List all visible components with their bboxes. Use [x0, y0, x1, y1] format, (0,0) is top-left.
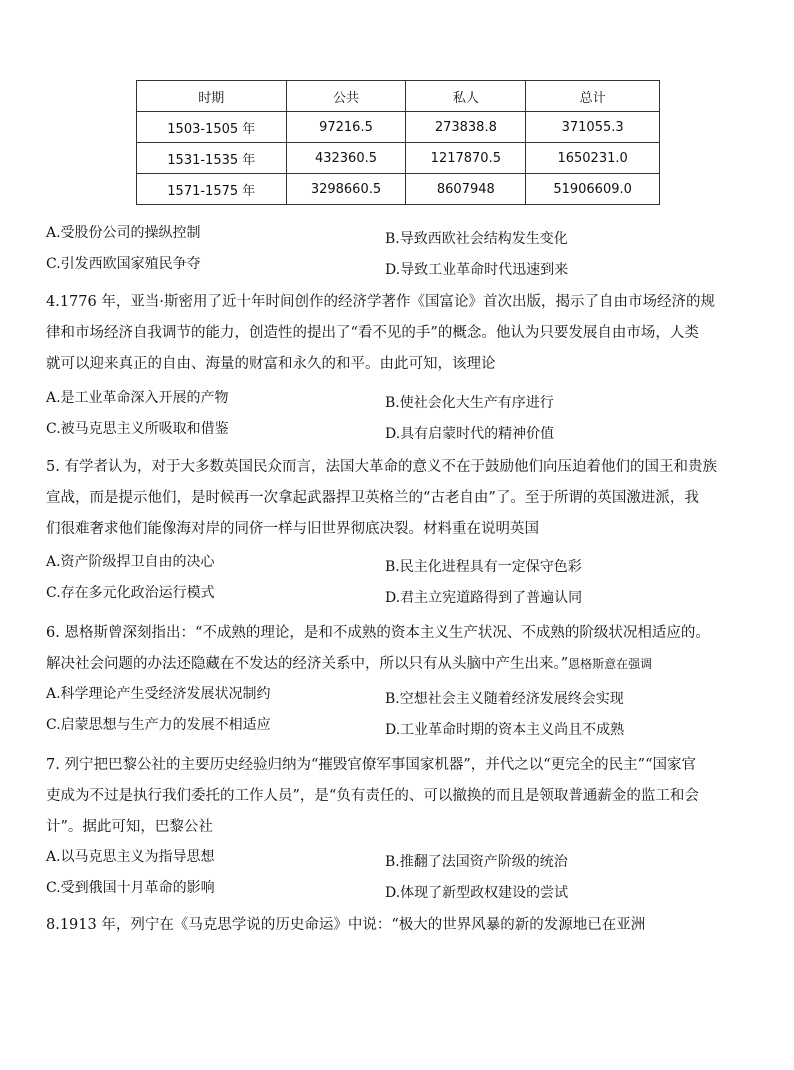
table-row: [137, 174, 660, 205]
q6-option-a: A.科学理论产生受经济发展状况制约: [46, 686, 271, 702]
q6-option-b: B.空想社会主义随着经济发展终会实现: [385, 691, 624, 707]
question-8-stem: [46, 910, 758, 941]
table-row: [137, 112, 660, 143]
table-header-row: [137, 81, 660, 112]
question-5-stem: [46, 452, 758, 545]
table-cell: 97216.5: [286, 112, 406, 143]
question-4-stem: [46, 287, 758, 380]
q5-option-b: B.民主化进程具有一定保守色彩: [385, 559, 582, 575]
table-header-cell: 公共: [286, 81, 406, 112]
q3-option-a: A.受股份公司的操纵控制: [46, 225, 201, 241]
data-table: [136, 80, 660, 205]
q6-line: [46, 649, 758, 680]
table-cell: 1531-1535 年: [137, 143, 287, 174]
q6-line: 6. 恩格斯曾深刻指出：“不成熟的理论，是和不成熟的资本主义生产状况、不成熟的阶级状况相适应的。: [46, 625, 710, 641]
q4-line: 4.1776 年，亚当·斯密用了近十年时间创作的经济学著作《国富论》首次出版，揭示了自由市场经济的规: [46, 294, 715, 310]
table-cell: 371055.3: [526, 112, 660, 143]
q3-option-b: B.导致西欧社会结构发生变化: [385, 231, 568, 247]
table-header-cell: 私人: [406, 81, 526, 112]
table-cell: 432360.5: [286, 143, 406, 174]
q6-option-d: D.工业革命时期的资本主义尚且不成熟: [385, 722, 625, 738]
q7-line: 计”。据此可知，巴黎公社: [46, 819, 213, 835]
q5-option-d: D.君主立宪道路得到了普遍认同: [385, 590, 583, 606]
table-cell: 8607948: [406, 174, 526, 205]
table-header-cell: 时期: [137, 81, 287, 112]
table-cell: 1217870.5: [406, 143, 526, 174]
table-cell: 1503-1505 年: [137, 112, 287, 143]
q4-option-d: D.具有启蒙时代的精神价值: [385, 426, 555, 442]
q3-option-d: D.导致工业革命时代迅速到来: [385, 262, 569, 278]
table-header-cell: 总计: [526, 81, 660, 112]
question-6-stem: [46, 618, 758, 680]
q4-option-b: B.使社会化大生产有序进行: [385, 395, 554, 411]
q4-line: 律和市场经济自我调节的能力，创造性的提出了“看不见的手”的概念。他认为只要发展自由市场，人类: [46, 325, 699, 341]
q5-option-a: A.资产阶级捍卫自由的决心: [46, 554, 215, 570]
question-7-stem: [46, 750, 758, 843]
q7-option-b: B.推翻了法国资产阶级的统治: [385, 854, 568, 870]
q8-line: 8.1913 年，列宁在《马克思学说的历史命运》中说：“极大的世界风暴的新的发源地已在亚洲: [46, 917, 646, 933]
q7-line: 吏成为不过是执行我们委托的工作人员”，是“负有责任的、可以撤换的而且是领取普通薪金的监工和会: [46, 788, 699, 804]
q7-option-a: A.以马克思主义为指导思想: [46, 849, 215, 865]
q3-option-c: C.引发西欧国家殖民争夺: [46, 256, 201, 272]
q6-line-text: 解决社会问题的办法还隐藏在不发达的经济关系中，所以只有从头脑中产生出来。”: [46, 656, 569, 672]
q7-option-c: C.受到俄国十月革命的影响: [46, 880, 215, 896]
table-cell: 1650231.0: [526, 143, 660, 174]
q5-option-c: C.存在多元化政治运行模式: [46, 585, 215, 601]
table-cell: 51906609.0: [526, 174, 660, 205]
q4-line: 就可以迎来真正的自由、海量的财富和永久的和平。由此可知，该理论: [46, 356, 496, 372]
q7-option-d: D.体现了新型政权建设的尝试: [385, 885, 569, 901]
q5-line: 宣战，而是提示他们，是时候再一次拿起武器捍卫英格兰的“古老自由”了。至于所谓的英国激进派，我: [46, 490, 699, 506]
q7-line: 7. 列宁把巴黎公社的主要历史经验归纳为“摧毁官僚军事国家机器”，并代之以“更完全的民主”“国家官: [46, 757, 697, 773]
q6-option-c: C.启蒙思想与生产力的发展不相适应: [46, 717, 271, 733]
q6-line-tail: 恩格斯意在强调: [568, 657, 653, 671]
table-row: [137, 143, 660, 174]
q5-line: 们很难奢求他们能像海对岸的同侪一样与旧世界彻底决裂。材料重在说明英国: [46, 521, 539, 537]
q4-option-a: A.是工业革命深入开展的产物: [46, 390, 229, 406]
q5-line: 5. 有学者认为，对于大多数英国民众而言，法国大革命的意义不在于鼓励他们向压迫着他们的国王和贵族: [46, 459, 717, 475]
table-cell: 273838.8: [406, 112, 526, 143]
table-cell: 1571-1575 年: [137, 174, 287, 205]
q4-option-c: C.被马克思主义所吸取和借鉴: [46, 421, 229, 437]
table-cell: 3298660.5: [286, 174, 406, 205]
